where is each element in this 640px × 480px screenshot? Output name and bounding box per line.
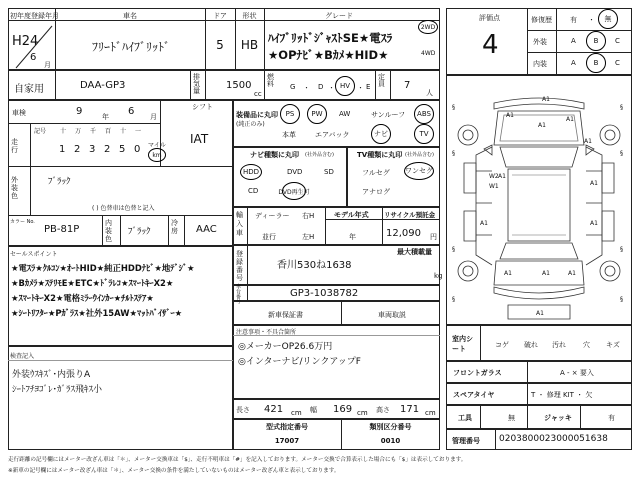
type-no: 17007 [274,437,300,445]
length-label: 長さ [236,406,250,414]
class-no: 0010 [380,437,401,445]
inspection-month: 6 [128,106,135,117]
mileage-col-2: 万 [75,128,82,135]
mileage-col-0: 記号 [34,128,47,135]
ac-label: 冷房 [171,219,178,235]
recycle-label: リサイクル預託金 [384,211,436,219]
notes-line: ◎メーカーOP26.6万円 [238,342,333,352]
doors: 5 [216,38,224,52]
height-label: 高さ [376,406,390,414]
chassis-label: 車台番号 [236,284,242,305]
capacity-label: 定員 [378,73,385,88]
fuel-label: 燃料 [267,73,274,88]
equipment-label: 装備品に丸印 [236,111,278,119]
color-code-label: カラー No. [10,219,35,225]
damage-mark: A1 [584,138,592,145]
door-label: ドア [213,12,227,20]
month-suffix: 月 [44,61,51,69]
usage: 自家用 [14,84,44,95]
navi-cd: CD [248,187,259,195]
manage-value: 0203800023000051638 [499,434,608,444]
grade-line2: ★OPﾅﾋﾞ★Bｶﾒ★HID★ [268,48,389,62]
damage-mark: A1 [506,112,514,119]
jack-label: ジャッキ [544,414,572,422]
length-unit: cm [291,409,302,417]
grade-label: グレード [325,12,353,20]
chassis: GP3-1038782 [290,288,359,299]
fuel-d: D [318,83,324,91]
model-year-label: モデル年式 [334,211,369,219]
equip-ps: PS [280,104,300,124]
capacity: 7 [404,80,411,91]
equip-pw: PW [307,104,327,124]
corner-mark-rl: § [452,246,455,253]
exterior-color: ﾌﾞﾗｯｸ [48,177,71,187]
import-dealer: ディーラー [255,212,290,220]
selling-line: ★ｽﾏｰﾄｷｰX2★電格ﾐﾗｰｳｲﾝｶｰ★ﾁﾙﾄｽﾃｱ★ [11,293,154,303]
inspection-month-unit: 月 [150,113,157,121]
manual: 車両取説 [378,311,406,319]
inspector-line: 外装ｳｽｷｽﾞ･内張りA [12,370,91,380]
interior-sheet-label: 室内シート [452,335,473,353]
import-parallel: 並行 [262,233,276,241]
recycle-amount: 12,090 [386,228,421,239]
equip-navi: ナビ [371,124,391,144]
corner-mark-bl: § [452,296,455,303]
car-name: ﾌﾘｰﾄﾞﾊｲﾌﾞﾘｯﾄﾞ [92,40,171,54]
inspection-year-unit: 年 [102,113,109,121]
exterior-grade-a: A [571,37,576,45]
damage-mark: A1 [566,116,574,123]
sheet-item: 破れ [524,341,538,349]
damage-mark: A1 [568,270,576,277]
shift-label: シフト [192,103,213,111]
import-handle-right: 右H [302,212,315,220]
import-label: 輸入車 [236,211,243,237]
tools-label: 工具 [458,414,472,422]
equipment-sub: (純正のみ) [236,121,265,128]
interior-grade-c: C [615,59,620,67]
spare-tire-value: T ・ 修理 KIT ・ 欠 [531,391,593,399]
ac: AAC [196,224,217,235]
tv-fullseg: フルセグ [362,169,390,177]
repair-dot: ・ [588,16,595,24]
displacement-label: 排気量 [193,73,200,95]
reg-no: 香川530ね1638 [277,260,352,271]
damage-mark: W1 [489,183,499,190]
displacement: 1500 [226,80,252,91]
kg-unit: kg [434,272,443,280]
interior-grade-label: 内装 [533,60,547,68]
drive-4wd: 4WD [421,50,436,57]
mile-unit: マイル [148,142,166,149]
exterior-note: ( ) 色替車は色替と記入 [92,205,155,212]
tv-oneseg: ワンセグ [404,162,434,180]
inspector-frame [8,346,233,450]
cc-unit: cc [254,90,262,98]
inspection-year: 9 [76,106,83,117]
equip-aw: AW [339,110,351,118]
recycle-yen: 円 [430,233,437,241]
equip-airbag: エアバック [315,131,350,139]
corner-mark-rr: § [620,246,623,253]
navi-hdd: HDD [240,164,262,180]
shift: IAT [190,132,209,146]
manage-label: 管理番号 [452,437,480,445]
notes-line: ◎インターナビ/リンクアップF [238,357,361,367]
tv-analog: アナログ [362,188,390,196]
mileage-col-5: 十 [120,128,127,135]
corner-mark-ml: § [452,150,455,157]
width-unit: cm [357,409,368,417]
sheet-item: 汚れ [552,341,566,349]
selling-line: ★Bｶﾒﾗ★ｽﾃﾘﾓE★ETC★ﾄﾞﾗﾚｺ★ｽﾏｰﾄｷｰX2★ [11,278,174,288]
fuel-dot: ・ [357,84,364,92]
type-label: 型式指定番号 [266,423,308,431]
inspection-label: 車検 [12,109,26,117]
selling-line: ★ｼｰﾄﾘﾌﾀｰ★Pｶﾞﾗｽ★社外15AW★ﾏｯﾄﾊﾞｲｻﾞｰ★ [11,308,183,318]
mileage-col-4: 百 [105,128,112,135]
height-unit: cm [425,409,436,417]
repair-label: 修復歴 [531,16,552,24]
corner-mark-fr: § [620,104,623,111]
repair-no: 無 [598,9,618,29]
color-code: PB-81P [44,224,80,235]
tools-frame [446,405,632,429]
footer-line1: 走行距離の記号欄にはメーター改ざん車は「＊」、メーター交換車は「$」、走行不明車は「#」を記入しております。メーター交換で合算表示した場合にも「$」は表示しております。 [8,457,467,463]
length: 421 [264,404,284,415]
first-reg-era: H24 [12,34,39,49]
drive-2wd: 2WD [418,20,438,34]
mileage-digit: 1 [59,144,66,155]
navi-label: ナビ種類に丸印 [250,151,299,159]
mileage-col-1: 十 [60,128,67,135]
fuel-hv: HV [335,76,355,96]
sheet-item: キズ [606,341,620,349]
damage-mark: A1 [590,180,598,187]
new-warranty: 新車保証書 [268,311,303,319]
corner-mark-br: § [620,296,623,303]
docs-frame [233,301,440,325]
width: 169 [333,404,353,415]
mileage-col-6: 一 [135,128,142,135]
equip-leather: 本革 [282,131,296,139]
import-handle-left: 左H [302,233,315,241]
interior-color: ﾌﾞﾗｯｸ [128,227,151,237]
corner-mark-fl: § [452,104,455,111]
inspector-label: 検査記入 [10,353,35,360]
damage-mark: W2 [489,173,499,180]
model-year-value: 年 [349,233,356,241]
km-unit: km [148,148,166,162]
reg-no-label: 登録番号 [236,250,243,282]
tools-value: 無 [508,414,515,422]
equip-abs: ABS [414,104,434,124]
jack-value: 有 [608,414,615,422]
shape-label: 形状 [242,12,257,20]
damage-mark: A1 [536,310,544,317]
shape: HB [240,38,259,52]
capacity-unit: 人 [426,89,433,97]
sheet-item: コゲ [495,341,509,349]
fuel-dot: ・ [328,84,335,92]
fuel-g: G [290,83,296,91]
mileage-digit: 5 [119,144,126,155]
corner-mark-mr: § [620,150,623,157]
exterior-label: 外装色 [11,176,18,200]
equip-tv: TV [414,124,434,144]
navi-dvd-play: DVD再生可 [282,182,306,200]
class-label: 類別区分番号 [369,423,412,431]
navi-sub: (社外品含む) [305,152,334,158]
damage-mark: A1 [498,173,506,180]
navi-dvd: DVD [287,168,303,176]
exterior-grade-c: C [615,37,620,45]
first-reg-label: 初年度登録年月 [10,12,59,20]
score: 4 [482,30,499,60]
interior-color-label: 内装色 [105,219,112,243]
damage-mark: A1 [480,220,488,227]
equip-sunroof: サンルーフ [371,111,406,119]
spare-tire-label: スペアタイヤ [453,391,495,399]
damage-mark: A1 [504,270,512,277]
damage-mark: A1 [542,270,550,277]
height: 171 [400,404,420,415]
selling-points-label: セールスポイント [10,251,58,258]
repair-yes: 有 [570,16,577,24]
width-label: 幅 [310,406,317,414]
fuel-e: E [366,83,371,91]
navi-sd: SD [324,168,334,176]
car-name-label: 車名 [123,12,137,20]
mileage-col-3: 千 [90,128,97,135]
interior-grade-b: B [586,53,606,73]
tv-sub: (社外品含む) [405,152,434,158]
footer-line2: ※新車の記号欄にはメーター改ざん車は「＊」、メーター交換の条件を満たしていないものはメーター改ざん車と表示しております。 [8,468,340,474]
front-glass-value: A - × 要入 [560,369,594,377]
damage-mark: A1 [590,220,598,227]
fuel-dot: ・ [303,84,310,92]
mileage-label: 走行 [11,138,18,154]
max-load-label: 最大積載量 [397,248,432,256]
tv-label: TV種類に丸印 [357,151,403,159]
mileage-digit: 3 [89,144,96,155]
mileage-digit: 0 [134,144,141,155]
inspector-line: ｼｰﾄﾌﾁﾖｺﾞﾚ･ｶﾞﾗｽ飛ｷｽ小 [12,385,103,395]
damage-mark: A1 [538,122,546,129]
interior-grade-a: A [571,59,576,67]
front-glass-label: フロントガラス [453,369,502,377]
score-label: 評価点 [479,14,500,22]
first-reg-month: 6 [30,52,37,63]
exterior-grade-label: 外装 [533,38,547,46]
mileage-digit: 2 [74,144,81,155]
mileage-digit: 2 [104,144,111,155]
sheet-item: 穴 [583,341,590,349]
grade-line1: ﾊｲﾌﾞﾘｯﾄﾞｼﾞｬｽﾄSE★電ｽﾗ [268,31,393,45]
selling-line: ★電ｽﾗ★ｸﾙｺﾝ★ｵｰﾄHID★純正HDDﾅﾋﾞ★地ﾃﾞｼﾞ★ [11,263,195,273]
model-code: DAA-GP3 [80,80,126,91]
car-diagram [446,75,632,325]
damage-mark: A1 [542,96,550,103]
exterior-grade-b: B [586,31,606,51]
notes-label: 注意事項・不具合箇所 [236,329,297,336]
